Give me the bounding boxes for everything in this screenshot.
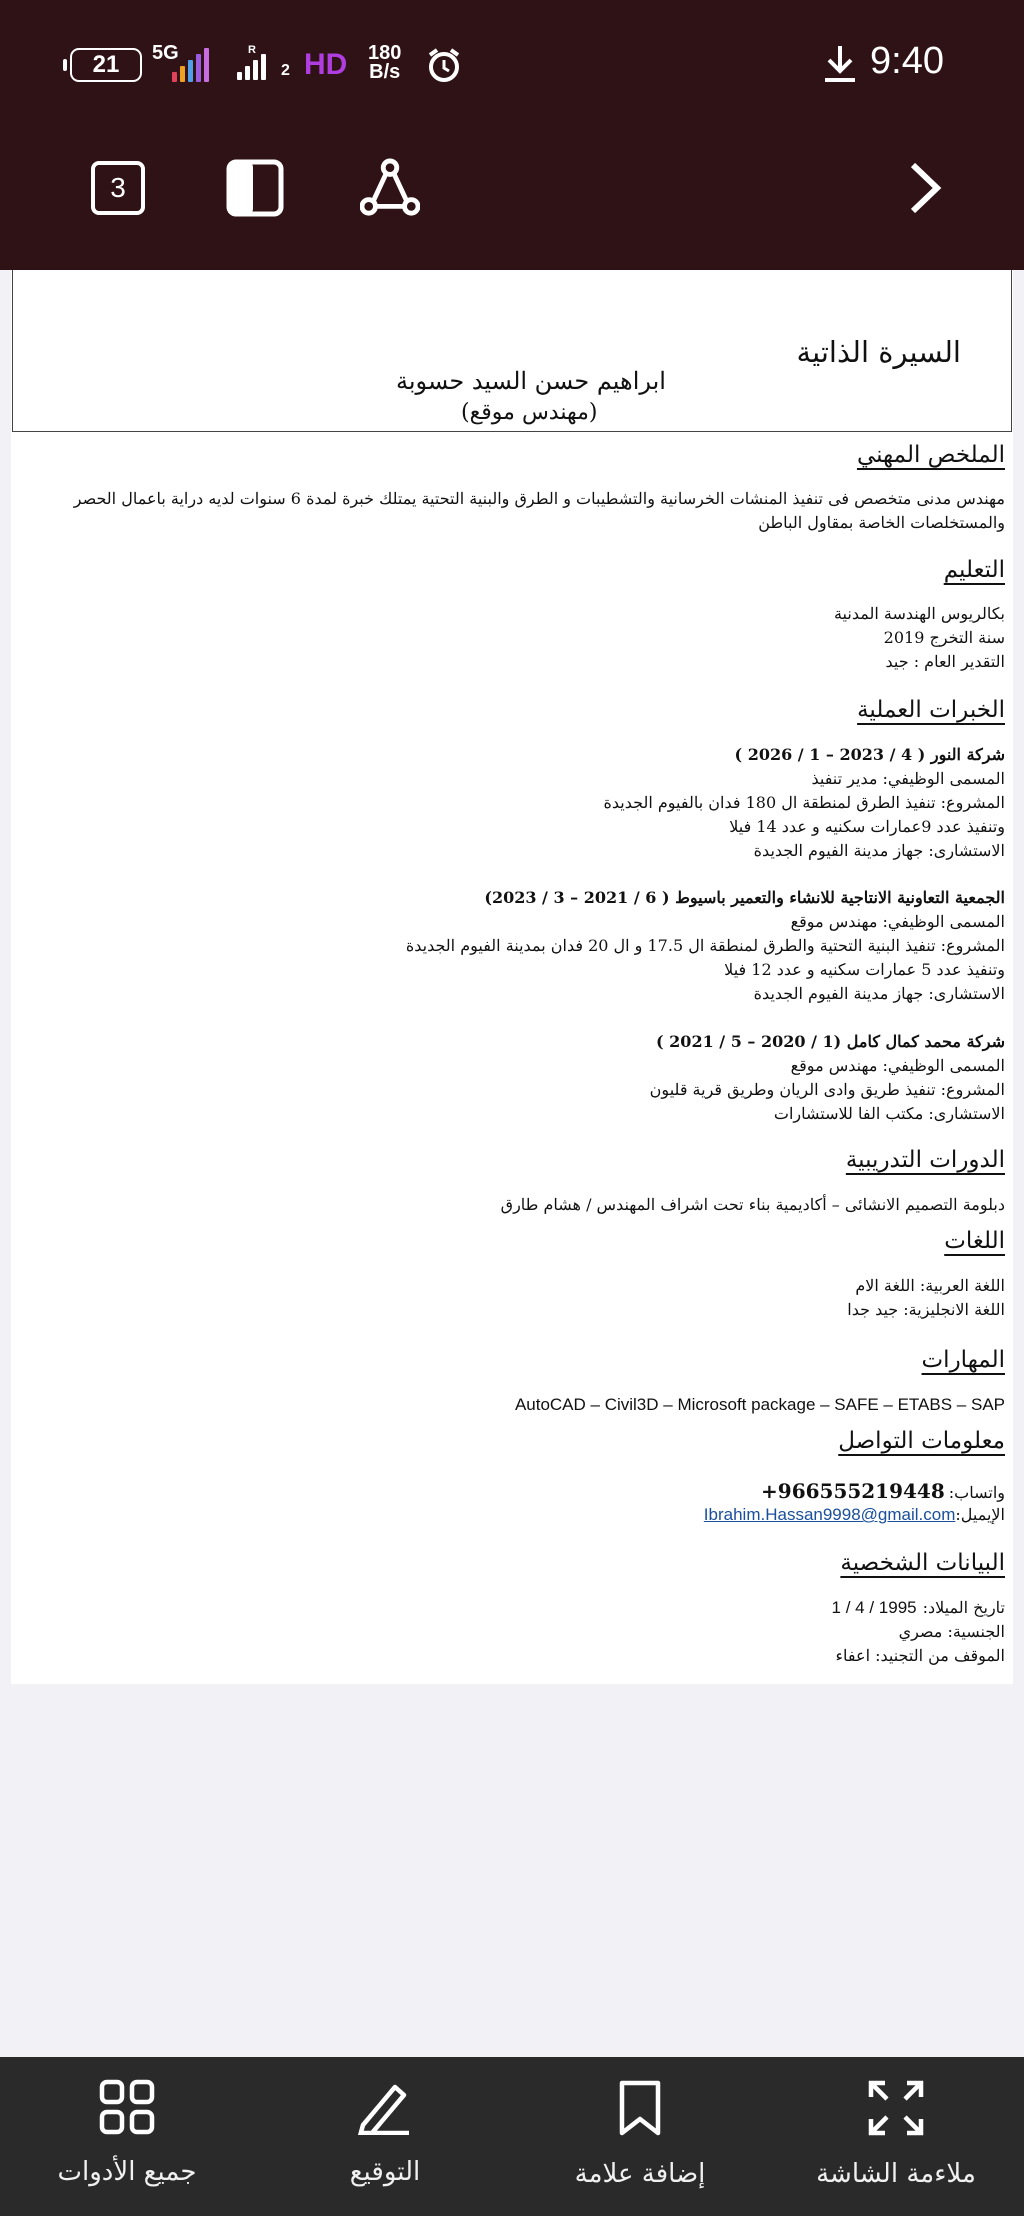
dob-label: تاريخ الميلاد:: [922, 1598, 1005, 1617]
job-line: المسمى الوظيفي: مهندس موقع: [790, 912, 1005, 931]
job-line: وتنفيذ عدد 5 عمارات سكنيه و عدد 12 فيلا: [724, 960, 1005, 979]
signature-button[interactable]: [275, 2079, 495, 2187]
grid-icon: [99, 2079, 155, 2135]
roaming-indicator: R: [248, 44, 256, 56]
job-line: المشروع: تنفيذ البنية التحتية والطرق لمنطقة ال 17.5 و ال 20 فدان بمدينة الفيوم الجديدة: [405, 936, 1005, 955]
fit-screen-button[interactable]: [786, 2079, 1006, 2189]
email-row: [704, 1505, 1005, 1525]
military-status: الموقف من التجنيد: اعفاء: [835, 1646, 1005, 1665]
whatsapp-row: [761, 1479, 1005, 1503]
section-heading-education: التعليم: [943, 557, 1005, 583]
job-title: شركة النور ( 4 / 2023 – 1 / 2026 ): [734, 745, 1005, 764]
hd-indicator: HD: [304, 48, 348, 81]
sim2-indicator: 2: [281, 62, 290, 79]
dob-value: 1 / 4 / 1995: [831, 1598, 917, 1617]
section-heading-experience: الخبرات العملية: [857, 697, 1005, 723]
all-tools-label: جميع الأدوات: [57, 2157, 197, 2187]
signal-icon: [172, 48, 209, 82]
job-line: الاستشارى: مكتب الفا للاستشارات: [773, 1104, 1005, 1123]
speed-value: 180: [368, 42, 402, 64]
whatsapp-label: واتساب:: [948, 1483, 1005, 1502]
section-heading-personal: البيانات الشخصية: [840, 1550, 1005, 1576]
skills-text: AutoCAD – Civil3D – Microsoft package – SAFE – ETABS – SAP: [514, 1395, 1005, 1414]
download-icon: [822, 44, 858, 88]
signal-icon-sim2: [237, 54, 266, 80]
page-count-button[interactable]: [88, 158, 148, 218]
bookmark-icon: [616, 2079, 664, 2137]
language-line: اللغة الانجليزية: جيد جدا: [847, 1300, 1005, 1319]
pen-icon: [355, 2079, 415, 2135]
section-heading-skills: المهارات: [921, 1347, 1005, 1373]
add-bookmark-button[interactable]: [530, 2079, 750, 2189]
battery-indicator: 21: [70, 48, 142, 82]
section-heading-courses: الدورات التدريبية: [845, 1147, 1005, 1173]
network-type: 5G: [152, 42, 179, 64]
network-speed: [368, 44, 401, 82]
language-line: اللغة العربية: اللغة الام: [855, 1276, 1005, 1295]
fit-screen-icon: [867, 2079, 925, 2137]
fit-screen-label: ملاءمة الشاشة: [816, 2159, 976, 2189]
dob-row: [832, 1598, 1005, 1618]
candidate-role: (مهندس موقع): [461, 400, 598, 425]
job-line: المسمى الوظيفي: مهندس موقع: [790, 1056, 1005, 1075]
alarm-icon: [425, 46, 463, 88]
add-bookmark-label: إضافة علامة: [574, 2159, 706, 2189]
course-text: دبلومة التصميم الانشائى – أكاديمية بناء تحت اشراف المهندس / هشام طارق: [500, 1195, 1005, 1214]
nationality: الجنسية: مصري: [898, 1622, 1005, 1641]
split-view-icon: [226, 159, 284, 217]
section-heading-summary: الملخص المهني: [856, 442, 1005, 468]
document-title: السيرة الذاتية: [796, 335, 961, 369]
reading-mode-button[interactable]: [225, 158, 285, 218]
education-line: بكالريوس الهندسة المدنية: [833, 604, 1005, 623]
job-line: الاستشارى: جهاز مدينة الفيوم الجديدة: [753, 841, 1005, 860]
job-title: الجمعية التعاونية الانتاجية للانشاء والتعمير باسيوط ( 6 / 2021 – 3 / 2023): [484, 888, 1005, 907]
signature-label: التوقيع: [349, 2157, 421, 2187]
email-label: الإيميل:: [955, 1505, 1005, 1524]
job-line: المسمى الوظيفي: مدير تنفيذ: [811, 769, 1005, 788]
job-line: الاستشارى: جهاز مدينة الفيوم الجديدة: [753, 984, 1005, 1003]
bottom-toolbar: [0, 2057, 1024, 2216]
summary-text: مهندس مدنى متخصص فى تنفيذ المنشات الخرسانية والتشطيبات و الطرق والبنية التحتية يمتلك خبرة لمدة 6 سنوات لديه دراية باعمال الحصر والمستخلصات الخاصة بمقاول الباطن: [73, 489, 1005, 532]
candidate-name: ابراهيم حسن السيد حسوبة: [396, 367, 666, 395]
job-title: شركة محمد كمال كامل (1 / 2020 – 5 / 2021 ): [656, 1032, 1005, 1051]
section-heading-languages: اللغات: [944, 1228, 1005, 1254]
job-line: المشروع: تنفيذ الطرق لمنطقة ال 180 فدان بالفيوم الجديدة: [603, 793, 1005, 812]
whatsapp-number[interactable]: +966555219448: [761, 1479, 945, 1503]
all-tools-button[interactable]: [17, 2079, 237, 2187]
next-button[interactable]: [895, 158, 955, 218]
job-line: وتنفيذ عدد 9عمارات سكنيه و عدد 14 فيلا: [729, 817, 1005, 836]
education-line: سنة التخرج 2019: [883, 628, 1005, 647]
share-icon: [360, 157, 420, 219]
status-bar: [0, 40, 1024, 90]
section-heading-contact: معلومات التواصل: [838, 1428, 1005, 1454]
clock: 9:40: [870, 40, 944, 82]
email-link[interactable]: Ibrahim.Hassan9998@gmail.com: [703, 1505, 956, 1524]
job-line: المشروع: تنفيذ طريق وادى الريان وطريق قرية قليون: [649, 1080, 1005, 1099]
page-count: 3: [91, 161, 145, 215]
speed-unit: B/s: [369, 61, 401, 83]
education-line: التقدير العام : جيد: [885, 652, 1005, 671]
document-page[interactable]: [11, 270, 1013, 1684]
top-bar: [0, 0, 1024, 270]
share-button[interactable]: [360, 158, 420, 218]
chevron-right-icon: [905, 161, 945, 215]
